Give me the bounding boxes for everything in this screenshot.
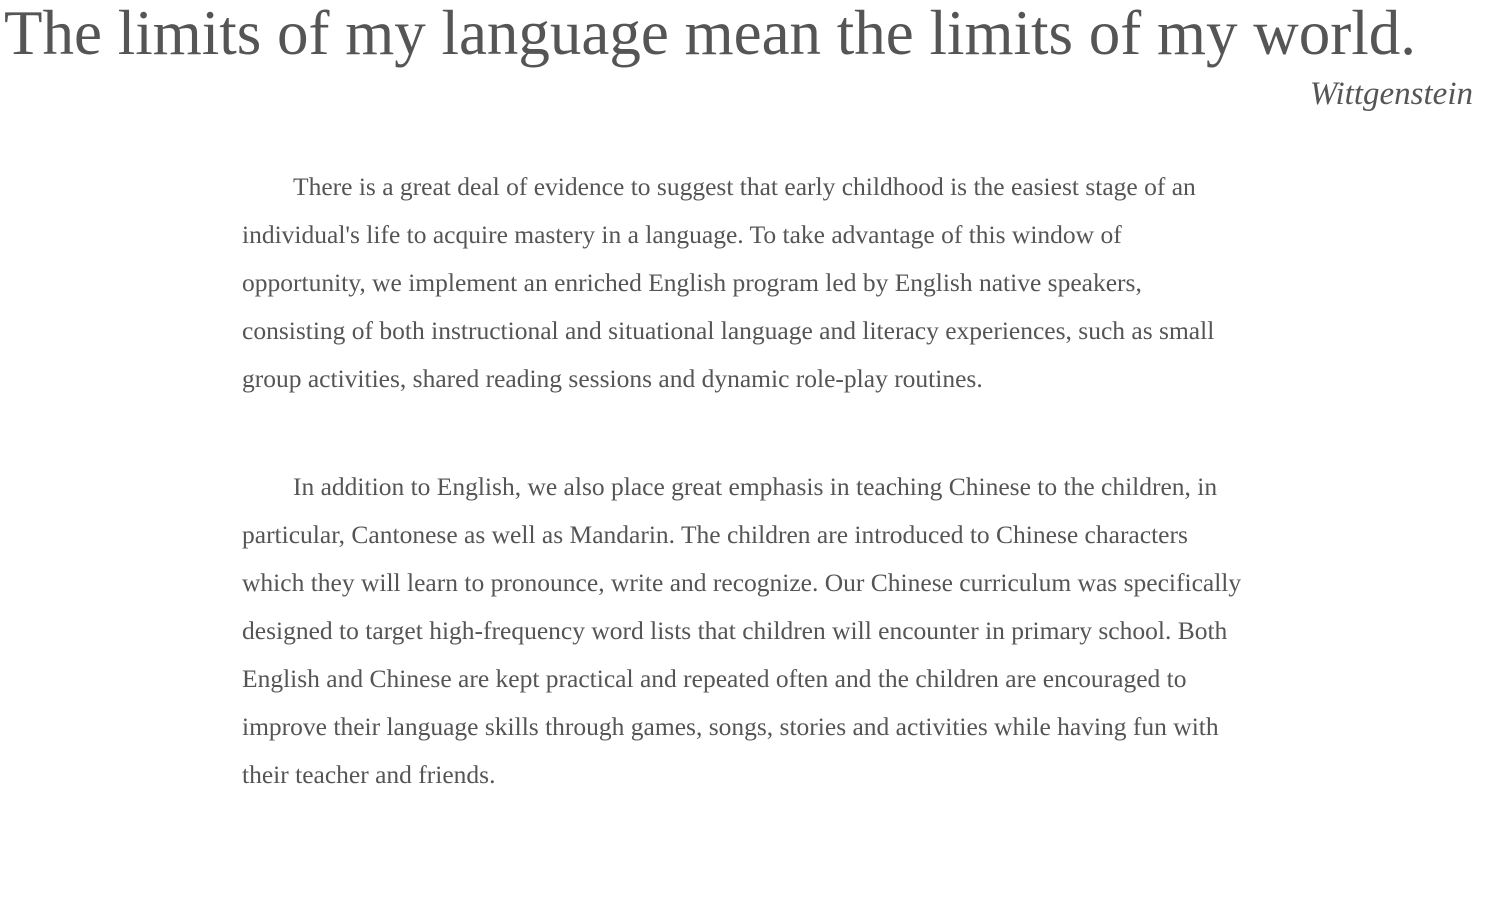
paragraph-chinese: In addition to English, we also place great emphasis in teaching Chinese to the children, in particular, Cantonese as well as Mandarin. The children are introduced to Chinese characters which they will learn to pronounce, write and recognize. Our Chinese curriculum was specifically designed to target high-frequency word lists that children will encounter in primary school. Both English and Chinese are kept practical and repeated often and the children are encouraged to improve their language skills through games, songs, stories and activities while having fun with their teacher and friends. <box>242 472 1242 789</box>
main-content <box>242 163 1242 859</box>
quote-author: Wittgenstein <box>1309 76 1473 112</box>
page-quote: The limits of my language mean the limits of my world. <box>4 0 1416 68</box>
paragraph-english: There is a great deal of evidence to suggest that early childhood is the easiest stage of an individual's life to acquire mastery in a language. To take advantage of this window of opportunity, we implement an enriched English program led by English native speakers, consisting of both instructional and situational language and literacy experiences, such as small group activities, shared reading sessions and dynamic role-play routines. <box>242 172 1215 393</box>
